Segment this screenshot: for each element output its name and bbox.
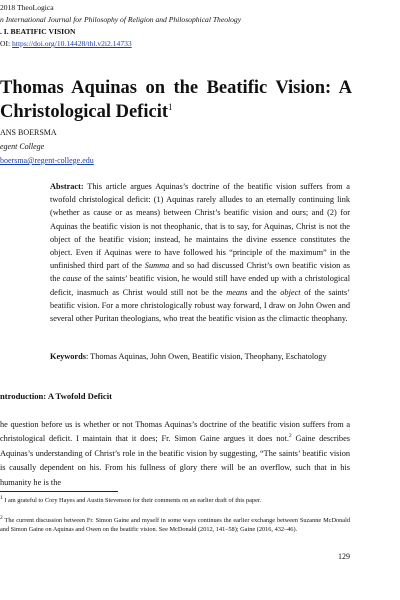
keywords-label: Keywords (50, 352, 86, 361)
abstract-italic-object: object (280, 287, 301, 297)
doi-prefix: OI: (0, 39, 13, 48)
abstract-text: of the saints’ beatific vision. For a more christologically robust way forward, I draw on John Owen and several other Puritan theologians, who treat the beatific vision as the climactic theophany. (50, 287, 351, 324)
header-section: . I. BEATIFIC VISION (0, 27, 76, 36)
header-journal-subtitle: n International Journal for Philosophy of Religion and Philosophical Theology (0, 15, 242, 24)
footnote-1-text: I am grateful to Cory Hayes and Austin Stevenson for their comments on an earlier draft of this paper. (2, 497, 262, 504)
footnote-2-mark: 2 (0, 514, 3, 521)
section-heading: ntroduction: A Twofold Deficit (0, 391, 112, 401)
abstract-italic-cause: cause (62, 274, 82, 284)
header-year-journal: 2018 TheoLogica (0, 3, 54, 12)
body-paragraph (0, 418, 350, 490)
author-email-link[interactable]: boersma@regent-college.edu (0, 156, 94, 165)
keywords (50, 350, 350, 363)
footnote-1-mark: 1 (0, 494, 3, 501)
abstract-text: and the (247, 287, 281, 297)
page-number: 129 (338, 552, 350, 561)
abstract (50, 180, 350, 325)
footnote-2-text: The current discussion between Fr. Simon Gaine and myself in some ways continues the earlier exchange between Suzanne McDonald and Simon Gaine on Aquinas and Owen on the beatific vision. See McDonald (2012, 141–58); Gaine (2016, 432–46). (0, 517, 350, 534)
body-text: Gaine describes Aquinas’s understanding of Christ’s role in the beatific vision by suggesting, “The saints’ beatific vision is causally dependent on his. From his fullness of glory there will be an overflow, such that in his humanity he is the (0, 434, 350, 487)
abstract-italic-summa: Summa (144, 261, 170, 271)
header-doi (0, 39, 132, 49)
footnote-1 (0, 496, 350, 505)
author-affiliation: egent College (0, 142, 45, 151)
author-name: ANS BOERSMA (0, 128, 57, 137)
abstract-label: Abstract: (50, 182, 84, 191)
title-footnote-mark[interactable]: 1 (168, 101, 173, 112)
footnote-2 (0, 516, 350, 534)
abstract-text: and so had discussed Christ’s own beatific vision as the (50, 261, 351, 284)
footnote-rule (0, 491, 118, 492)
body-text: he question before us is whether or not Thomas Aquinas’s doctrine of the beatific vision suffers from a christological deficit. I maintain that it does; Fr. Simon Gaine argues it does not. (0, 420, 350, 444)
keywords-text: : Thomas Aquinas, John Owen, Beatific vision, Theophany, Eschatology (85, 352, 327, 361)
doi-link[interactable]: https://doi.org/10.14428/thl.v2i2.14733 (12, 39, 132, 48)
abstract-text: of the saints’ beatific vision, he would still have ended up with a christological deficit, inasmuch as Christ would still not be the (50, 274, 350, 297)
body-footnote-mark[interactable]: 2 (288, 433, 292, 440)
abstract-italic-means: means (226, 287, 248, 297)
abstract-text: This article argues Aquinas’s doctrine of the beatific vision suffers from a twofold christological deficit: (1) Aquinas rarely alludes to an eternally continuing link (whether as cause or as means) between Christ’s beatific vision and ours; and (2) for Aquinas the beatific vision is not theophanic, that is to say, for Aquinas, Christ is not the object of the beatific vision; instead, he maintains the divine essence constitutes the object. Even if Aquinas were to have followed his “principle of the maximum” in the unfinished third part of the (50, 182, 350, 271)
article-title-text: Thomas Aquinas on the Beatific Vision: A Christological Deficit (0, 78, 352, 122)
article-title (0, 76, 352, 124)
